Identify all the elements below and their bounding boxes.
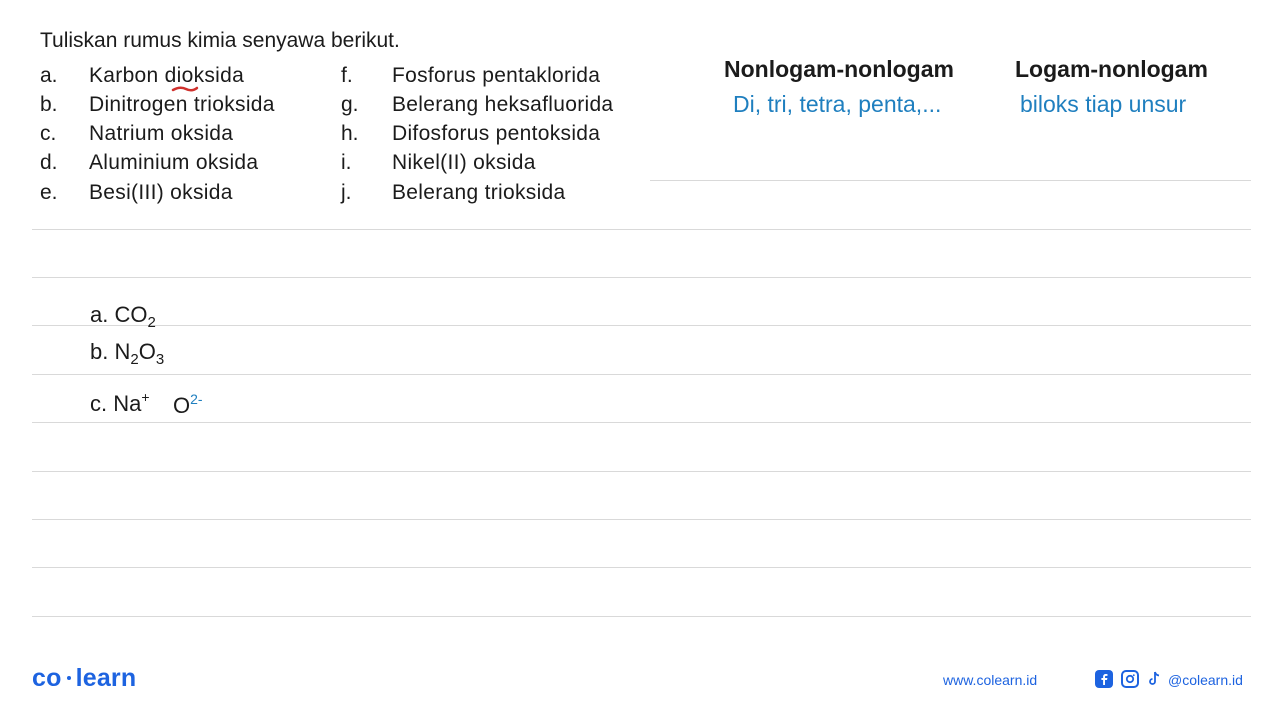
answer-b-formula: b. N bbox=[90, 339, 131, 364]
answer-c-anion-charge: 2- bbox=[190, 391, 203, 407]
ruled-line bbox=[32, 471, 1251, 472]
ruled-line bbox=[32, 325, 1251, 326]
item-name: Aluminium oksida bbox=[89, 151, 259, 174]
underline-annotation bbox=[170, 84, 200, 94]
ruled-line bbox=[32, 519, 1251, 520]
answer-b-subscript: 3 bbox=[155, 351, 165, 368]
tiktok-icon[interactable] bbox=[1146, 670, 1164, 688]
item-letter: j. bbox=[341, 181, 352, 204]
answer-a bbox=[90, 302, 156, 331]
metal-header: Logam-nonlogam bbox=[1015, 56, 1208, 82]
answer-b-subscript: 2 bbox=[130, 351, 139, 368]
answer-c-cation: c. Na bbox=[90, 391, 142, 416]
answer-c-cation-charge: + bbox=[141, 389, 150, 405]
item-letter: g. bbox=[341, 93, 359, 116]
ruled-line bbox=[32, 616, 1251, 617]
answer-c bbox=[90, 389, 150, 417]
item-name: Besi(III) oksida bbox=[89, 181, 233, 204]
question-title: Tuliskan rumus kimia senyawa berikut. bbox=[40, 29, 400, 52]
social-handle[interactable]: @colearn.id bbox=[1168, 672, 1243, 688]
item-name: Karbon dioksida bbox=[89, 64, 245, 87]
answer-a-subscript: 2 bbox=[147, 314, 156, 331]
colearn-logo bbox=[32, 664, 136, 693]
logo-learn: learn bbox=[75, 664, 137, 692]
ruled-line bbox=[32, 374, 1251, 375]
ruled-line bbox=[650, 180, 1251, 181]
item-letter: d. bbox=[40, 151, 58, 174]
item-name: Belerang trioksida bbox=[392, 181, 566, 204]
ruled-line bbox=[32, 229, 1251, 230]
item-name: Difosforus pentoksida bbox=[392, 122, 601, 145]
answer-b bbox=[90, 339, 164, 368]
ruled-line bbox=[32, 277, 1251, 278]
facebook-icon[interactable] bbox=[1095, 670, 1113, 688]
item-letter: e. bbox=[40, 181, 58, 204]
item-letter: a. bbox=[40, 64, 58, 87]
logo-co: co bbox=[32, 664, 62, 692]
item-name: Fosforus pentaklorida bbox=[392, 64, 601, 87]
item-letter: b. bbox=[40, 93, 58, 116]
answer-b-oxygen: O bbox=[138, 339, 156, 364]
item-name: Dinitrogen trioksida bbox=[89, 93, 275, 116]
item-letter: i. bbox=[341, 151, 352, 174]
item-name: Nikel(II) oksida bbox=[392, 151, 536, 174]
metal-rule: biloks tiap unsur bbox=[1020, 91, 1187, 117]
answer-a-formula: a. CO bbox=[90, 302, 148, 327]
logo-dot bbox=[67, 676, 71, 680]
item-letter: h. bbox=[341, 122, 359, 145]
ruled-line bbox=[32, 422, 1251, 423]
nonmetal-rule: Di, tri, tetra, penta,... bbox=[733, 91, 942, 117]
item-name: Belerang heksafluorida bbox=[392, 93, 614, 116]
website-link[interactable]: www.colearn.id bbox=[943, 672, 1038, 688]
item-name: Natrium oksida bbox=[89, 122, 234, 145]
ruled-line bbox=[32, 567, 1251, 568]
instagram-icon[interactable] bbox=[1121, 670, 1139, 688]
item-letter: f. bbox=[341, 64, 353, 87]
nonmetal-header: Nonlogam-nonlogam bbox=[724, 56, 954, 82]
item-letter: c. bbox=[40, 122, 57, 145]
answer-c-anion bbox=[173, 391, 203, 419]
answer-c-anion-symbol: O bbox=[173, 393, 191, 418]
